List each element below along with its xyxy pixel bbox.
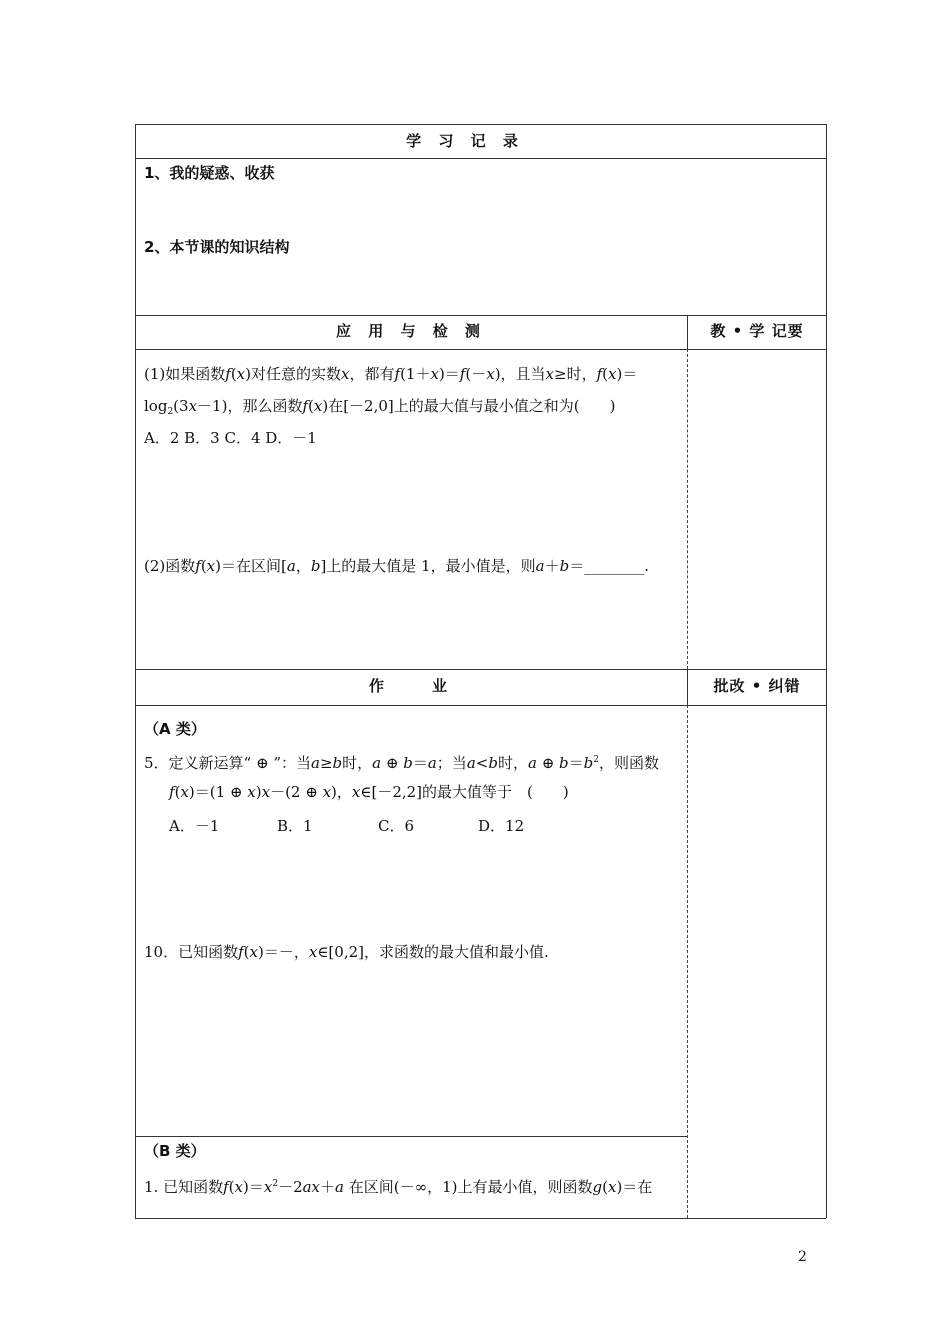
record-item-doubts: 1、我的疑惑、收获	[144, 164, 275, 182]
question-2: (2)函数f(x)＝在区间[a，b]上的最大值是 1，最小值是，则a＋b＝________.	[144, 557, 649, 575]
homework-section-top-border	[135, 669, 826, 670]
question-1-line-2: $\log_2(3x-1)$，那么函数f(x)在[－2,0]上的最大值与最小值之和为( )	[144, 397, 616, 417]
apply-notes-column-divider	[687, 349, 688, 669]
question-5-line-2: f(x)＝(1 ⊕ x)x－(2 ⊕ x)，x∈[－2,2]的最大值等于 ( )	[169, 783, 569, 801]
record-section-title: 学 习 记 录	[406, 132, 524, 150]
question-5-option-b: B．1	[277, 817, 313, 835]
question-1-options: A．2 B．3 C．4 D．－1	[144, 429, 317, 447]
page-number: 2	[798, 1249, 807, 1265]
question-5-option-a: A．－1	[169, 817, 220, 835]
class-b-divider	[135, 1136, 688, 1137]
table-bottom-border	[135, 1218, 826, 1219]
homework-notes-column-divider	[687, 705, 688, 1218]
table-left-border	[135, 124, 136, 1218]
question-1-line-1: (1)如果函数f(x)对任意的实数x，都有f(1＋x)＝f(－x)，且当x≥时，f(x)＝	[144, 365, 638, 383]
record-item-knowledge-structure: 2、本节课的知识结构	[144, 238, 290, 256]
class-a-label: （A 类）	[144, 720, 206, 738]
question-b1: 1. 已知函数$f(x)=x^2-2ax+a$ 在区间(－∞，1)上有最小值，则函数g(x)＝在	[144, 1178, 653, 1196]
question-10: 10．已知函数f(x)＝－，x∈[0,2]，求函数的最大值和最小值.	[144, 943, 549, 961]
apply-section-top-border	[135, 315, 826, 316]
question-5-line-1: 5．定义新运算“ ⊕ ”：当a≥b时，a ⊕ b＝a；当a<b时，a ⊕ $b=b^2$，则函数	[144, 754, 660, 772]
class-b-label: （B 类）	[144, 1142, 206, 1160]
question-5-option-d: D．12	[478, 817, 525, 835]
question-5-option-c: C．6	[378, 817, 415, 835]
homework-section-title: 作 业	[368, 677, 453, 695]
table-top-border	[135, 124, 826, 125]
homework-header-divider	[135, 705, 826, 706]
correction-header: 批改 • 纠错	[713, 677, 801, 695]
apply-header-divider	[135, 349, 826, 350]
teaching-notes-header: 教 • 学 记要	[710, 322, 804, 340]
record-header-divider	[135, 158, 826, 159]
apply-section-title: 应 用 与 检 测	[336, 322, 486, 340]
table-right-border	[826, 124, 827, 1218]
